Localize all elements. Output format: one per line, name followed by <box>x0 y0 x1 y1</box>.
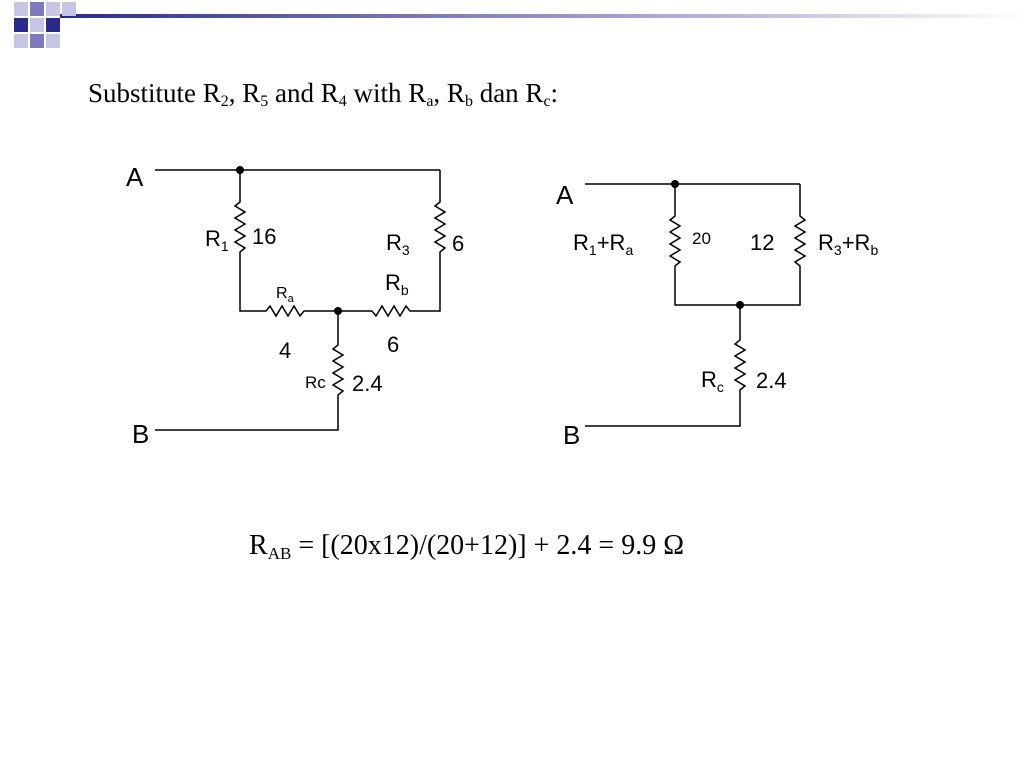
rb-label: $R_b$ <box>385 270 409 298</box>
junction-dot <box>671 180 679 188</box>
ra-label: $R_a$ <box>276 285 294 305</box>
r1-value: 16 <box>252 224 277 249</box>
junction-dot <box>334 307 342 315</box>
rb-value: 6 <box>387 332 400 357</box>
rc-value: 2.4 <box>352 371 383 396</box>
node-a-label: A <box>126 162 144 192</box>
junction-dot <box>736 301 744 309</box>
node-b-label: B <box>132 419 150 449</box>
result-formula: $R_{AB} = [(20x12)/(20+12)] + 2.4 = 9.9$ Ω <box>249 530 685 563</box>
parallel-branches <box>670 184 805 305</box>
r1-ra-label: $R_1+R_a$ <box>573 230 634 258</box>
rc-label: $R_c$ <box>701 367 724 395</box>
node-b-label: B <box>563 420 581 450</box>
r3-rb-label: $R_3+R_b$ <box>818 230 879 258</box>
rc-value: 2.4 <box>756 368 787 393</box>
ra-value: 4 <box>279 338 292 363</box>
left-circuit-wires <box>155 170 445 430</box>
rc-label: Rc <box>305 373 326 392</box>
rc-branch-right <box>585 305 745 426</box>
r3-value: 6 <box>452 231 465 256</box>
slide-heading: Substitute $R_2$, $R_5$ and $R_4$ with $R_a$, $R_b$ dan $R_c$: <box>88 78 559 110</box>
rc-branch-left <box>155 311 343 430</box>
junction-dot <box>236 166 244 174</box>
node-a-label: A <box>556 180 574 210</box>
r3-rb-value: 12 <box>750 230 775 255</box>
r3-label: $R_3$ <box>386 230 410 258</box>
r1-label: $R_1$ <box>205 226 229 254</box>
r1-ra-value: 20 <box>692 229 711 248</box>
